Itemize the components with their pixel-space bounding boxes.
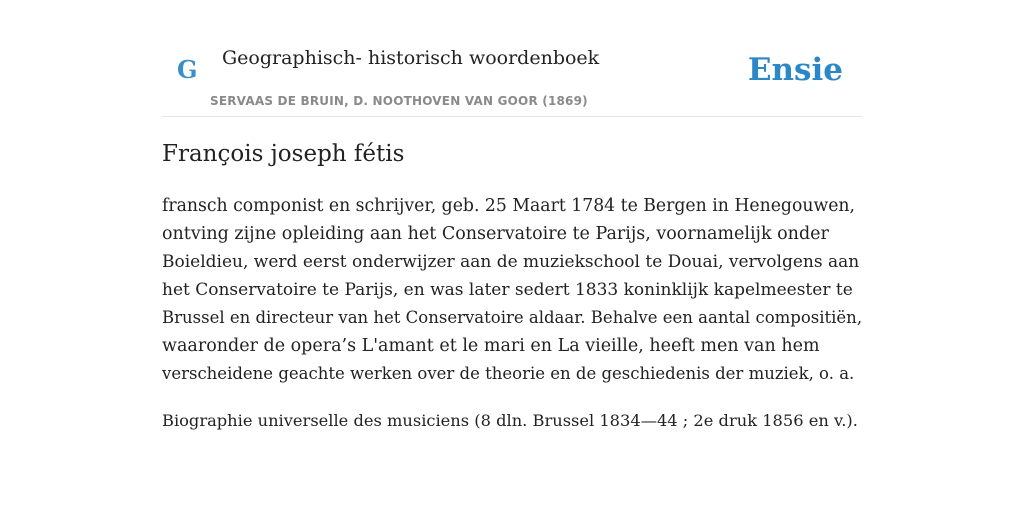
paragraph-line: verscheidene geachte werken over de theorie en de geschiedenis der muziek, o. a. [162,364,855,383]
paragraph-line: fransch componist en schrijver, geb. 25 Maart 1784 te Bergen in Henegouwen, [162,196,856,216]
entry-paragraph-1 [162,192,862,388]
paragraph-line: waaronder de opera’s L'amant et le mari en La vieille, heeft men van hem [162,336,820,356]
paragraph-line: ontving zijne opleiding aan het Conservatoire te Parijs, voornamelijk onder [162,224,829,244]
book-letter-icon[interactable]: G [177,55,198,84]
paragraph-line: het Conservatoire te Parijs, en was later sedert 1833 koninklijk kapelmeester te [162,280,853,300]
entry-title: François joseph fétis [162,141,405,167]
page [162,0,863,430]
ensie-logo[interactable]: Ensie [747,52,843,88]
paragraph-line: Boieldieu, werd eerst onderwijzer aan de muziekschool te Douai, vervolgens aan [162,252,860,272]
header [162,0,862,117]
book-title-link[interactable]: Geographisch- historisch woordenboek [222,47,600,69]
entry-paragraph-2 [162,407,862,435]
paragraph-line: Brussel en directeur van het Conservatoire aldaar. Behalve een aantal compositiën, [162,308,863,327]
entry-body [162,192,862,435]
paragraph-line: Biographie universelle des musiciens (8 dln. Brussel 1834—44 ; 2e druk 1856 en v.). [162,411,858,430]
book-authors: SERVAAS DE BRUIN, D. NOOTHOVEN VAN GOOR (1869) [210,94,588,108]
